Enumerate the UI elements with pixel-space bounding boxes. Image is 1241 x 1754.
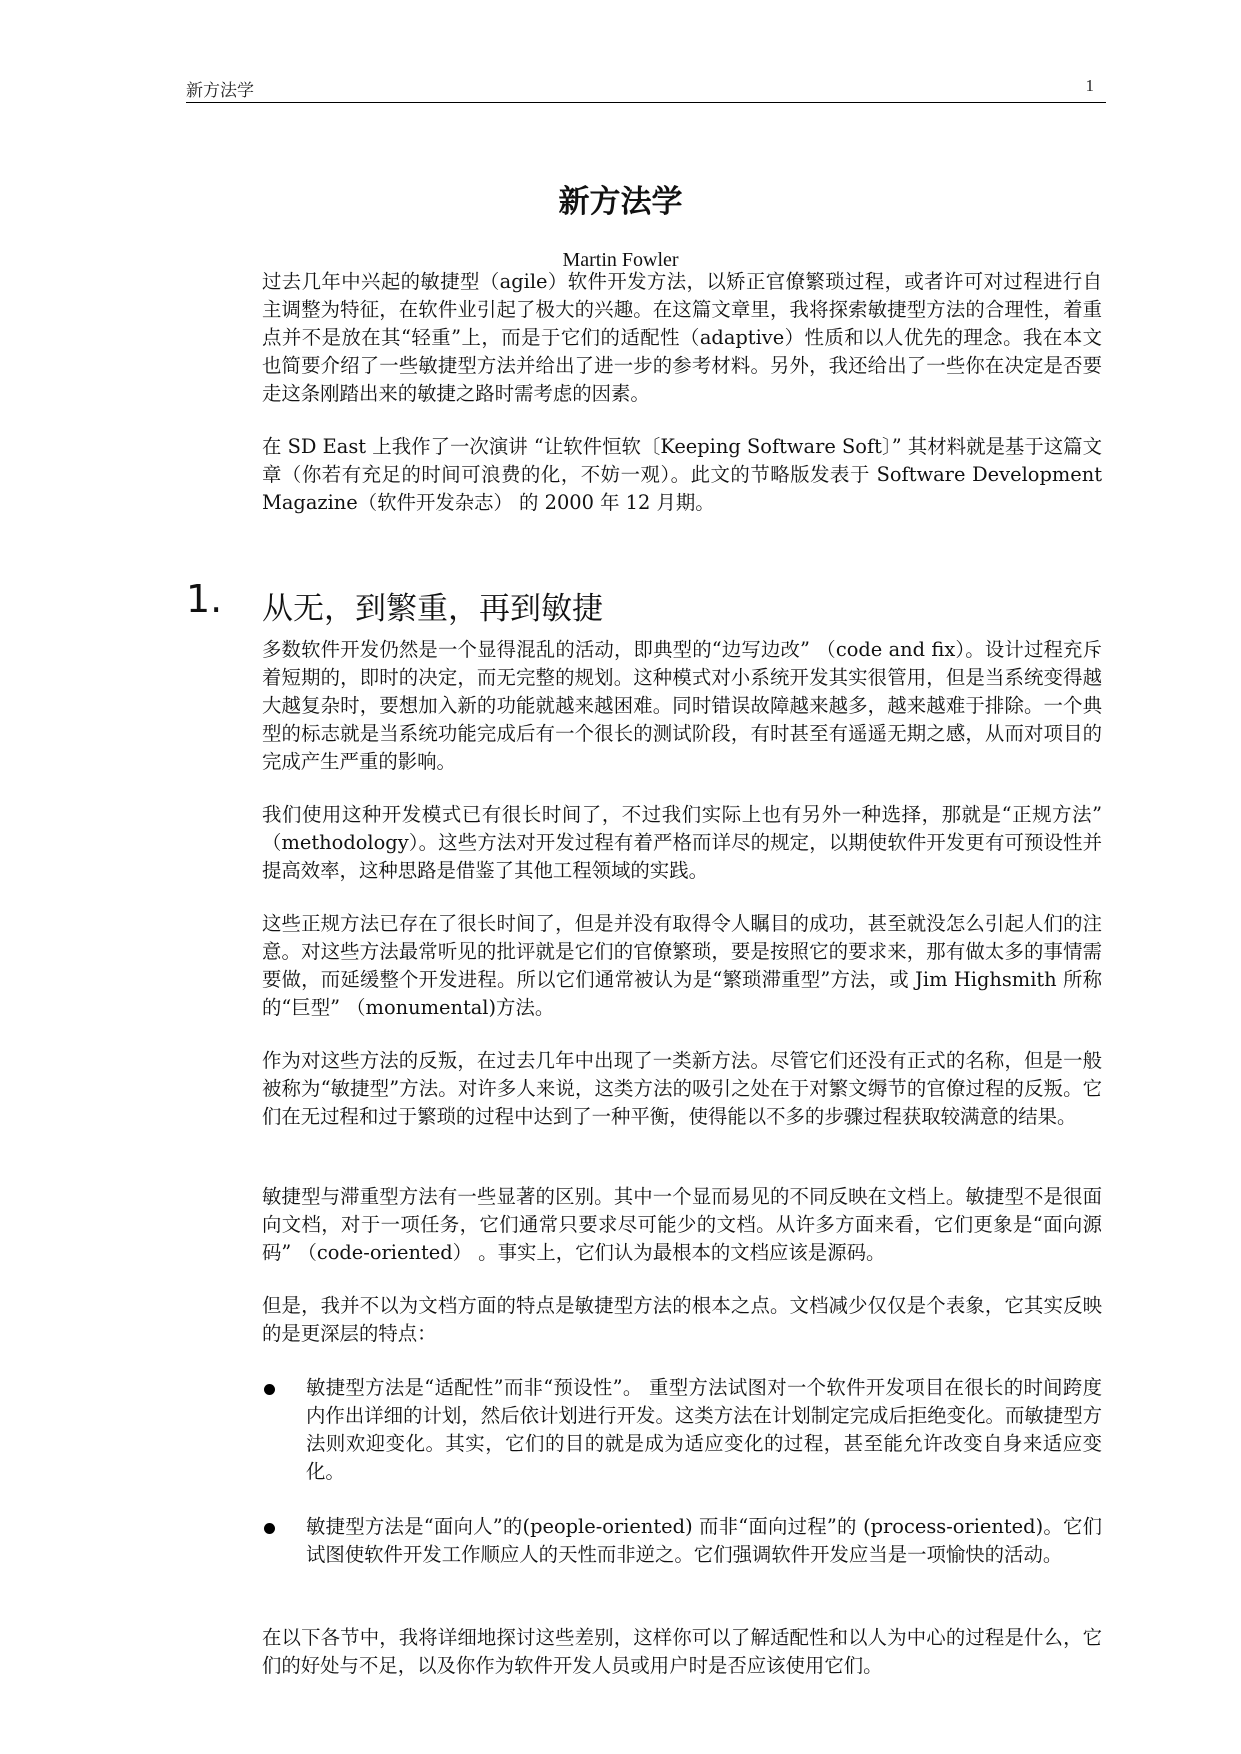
bullet-item-1 (262, 1374, 1102, 1486)
body-text-4: 作为对这些方法的反叛，在过去几年中出现了一类新方法。尽管它们还没有正式的名称，但是一般被称为“敏捷型”方法。对许多人来说，这类方法的吸引之处在于对繁文缛节的官僚过程的反叛。它们在无过程和过于繁琐的过程中达到了一种平衡，使得能以不多的步骤过程获取较满意的结果。 (262, 1049, 1102, 1128)
body-paragraph-3 (262, 910, 1102, 1022)
bullet-list-item-1-container (262, 1374, 1102, 1486)
bullet-dot-icon (264, 1523, 275, 1534)
body-text-5: 敏捷型与滞重型方法有一些显著的区别。其中一个显而易见的不同反映在文档上。敏捷型不是很面向文档，对于一项任务，它们通常只要求尽可能少的文档。从许多方面来看，它们更象是“面向源码” （code-oriented） 。事实上，它们认为最根本的文档应该是源码。 (262, 1185, 1102, 1264)
body-text-6: 但是，我并不以为文档方面的特点是敏捷型方法的根本之点。文档减少仅仅是个表象，它其实反映的是更深层的特点： (262, 1294, 1102, 1345)
section-title: 从无，到繁重，再到敏捷 (262, 591, 603, 627)
closing-paragraph (262, 1624, 1102, 1680)
document-title: 新方法学 (558, 184, 683, 220)
abstract-text-2: 在 SD East 上我作了一次演讲 “让软件恒软〔Keeping Software Soft〕” 其材料就是基于这篇文章（你若有充足的时间可浪费的化，不妨一观）。此文的节略版发表于 Software Development Magazine（软件开发杂志） 的 2000 年 12 月期。 (262, 435, 1102, 514)
body-paragraph-6 (262, 1292, 1102, 1348)
bullet-text-1: 敏捷型方法是“适配性”而非“预设性”。 重型方法试图对一个软件开发项目在很长的时间跨度内作出详细的计划，然后依计划进行开发。这类方法在计划制定完成后拒绝变化。而敏捷型方法则欢迎变化。其实，它们的目的就是成为适应变化的过程，甚至能允许改变自身来适应变化。 (306, 1376, 1102, 1483)
body-text-2: 我们使用这种开发模式已有很长时间了，不过我们实际上也有另外一种选择，那就是“正规方法” （methodology）。这些方法对开发过程有着严格而详尽的规定，以期使软件开发更有可预设性并提高效率，这种思路是借鉴了其他工程领域的实践。 (262, 803, 1102, 882)
running-header-title: 新方法学 (186, 81, 254, 101)
bullet-dot-icon (264, 1384, 275, 1395)
bullet-text-2: 敏捷型方法是“面向人”的(people-oriented) 而非“面向过程”的 (process-oriented)。它们试图使软件开发工作顺应人的天性而非逆之。它们强调软件开发应当是一项愉快的活动。 (306, 1515, 1102, 1566)
body-paragraph-2 (262, 801, 1102, 885)
document-author: Martin Fowler (562, 249, 679, 271)
body-paragraph-5 (262, 1183, 1102, 1267)
body-text-1: 多数软件开发仍然是一个显得混乱的活动，即典型的“边写边改” （code and fix）。设计过程充斥着短期的，即时的决定，而无完整的规划。这种模式对小系统开发其实很管用，但是当系统变得越大越复杂时，要想加入新的功能就越来越困难。同时错误故障越来越多，越来越难于排除。一个典型的标志就是当系统功能完成后有一个很长的测试阶段，有时甚至有遥遥无期之感，从而对项目的完成产生严重的影响。 (262, 638, 1102, 773)
bullet-item-2 (262, 1513, 1102, 1569)
closing-text: 在以下各节中，我将详细地探讨这些差别，这样你可以了解适配性和以人为中心的过程是什么，它们的好处与不足，以及你作为软件开发人员或用户时是否应该使用它们。 (262, 1626, 1102, 1677)
abstract-text-1: 过去几年中兴起的敏捷型（agile）软件开发方法，以矫正官僚繁琐过程，或者许可对过程进行自主调整为特征，在软件业引起了极大的兴趣。在这篇文章里，我将探索敏捷型方法的合理性，着重点并不是放在其“轻重”上，而是于它们的适配性（adaptive）性质和以人优先的理念。我在本文也简要介绍了一些敏捷型方法并给出了进一步的参考材料。另外，我还给出了一些你在决定是否要走这条刚踏出来的敏捷之路时需考虑的因素。 (262, 270, 1102, 405)
abstract-paragraph-2 (262, 433, 1102, 517)
abstract-paragraph-1 (262, 268, 1102, 408)
body-paragraph-4 (262, 1047, 1102, 1131)
body-paragraph-1 (262, 636, 1102, 776)
body-text-3: 这些正规方法已存在了很长时间了，但是并没有取得令人瞩目的成功，甚至就没怎么引起人们的注意。对这些方法最常听见的批评就是它们的官僚繁琐，要是按照它的要求来，那有做太多的事情需要做，而延缓整个开发进程。所以它们通常被认为是“繁琐滞重型”方法，或 Jim Highsmith 所称的“巨型” （monumental)方法。 (262, 912, 1102, 1019)
section-number: 1. (186, 577, 223, 621)
running-header (186, 76, 1106, 103)
bullet-list-item-2-container (262, 1513, 1102, 1569)
page-number: 1 (1085, 76, 1094, 95)
